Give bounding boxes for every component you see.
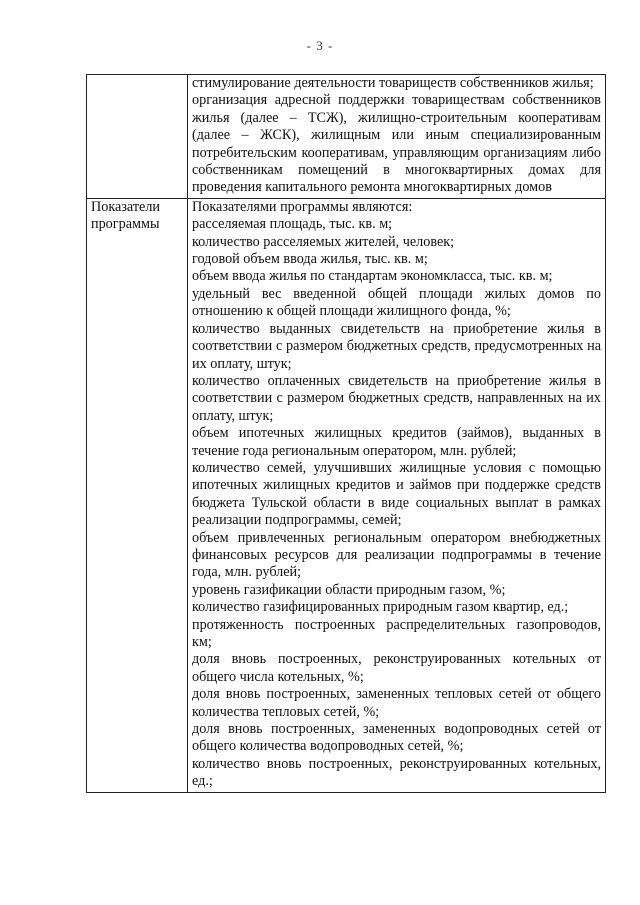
row-content [188, 75, 606, 199]
list-item: доля вновь построенных, замененных водопроводных сетей от общего количества водопроводных сетей, %; [192, 721, 601, 755]
row-content [188, 198, 606, 792]
list-item: стимулирование деятельности товариществ собственников жилья; [192, 75, 594, 91]
program-table [86, 74, 606, 793]
row-label: Показатели программы [87, 198, 188, 792]
list-item: количество семей, улучшивших жилищные условия с помощью ипотечных жилищных кредитов и займов при поддержке средств бюджета Тульской области в виде социальных выплат в рамках реализации подпрограммы, семей; [192, 459, 601, 529]
list-item: объем ввода жилья по стандартам экономкласса, тыс. кв. м; [192, 268, 553, 285]
list-item: годовой объем ввода жилья, тыс. кв. м; [192, 251, 428, 268]
list-item: количество выданных свидетельств на приобретение жилья в соответствии с размером бюджетных средств, предусмотренных на их оплату, штук; [192, 320, 601, 372]
list-item: Показателями программы являются: [192, 198, 413, 215]
list-item: доля вновь построенных, замененных тепловых сетей от общего количества тепловых сетей, %; [192, 686, 601, 720]
list-item: организация адресной поддержки товариществам собственников жилья (далее – ТСЖ), жилищно-строительным кооперативам (далее – ЖСК), жилищным или иным специализированным потребительским кооперативам, управляющим организациям либо собственникам помещений в многоквартирных домах для проведения капитального ремонта многоквартирных домов [192, 92, 601, 196]
list-item: доля вновь построенных, реконструированных котельных от общего числа котельных, %; [192, 651, 601, 685]
list-item: количество вновь построенных, реконструированных котельных, ед.; [192, 755, 601, 790]
list-item: объем ипотечных жилищных кредитов (займов), выданных в течение года региональным оператором, млн. рублей; [192, 425, 601, 459]
table-row [87, 198, 606, 792]
list-item: расселяемая площадь, тыс. кв. м; [192, 216, 393, 233]
page-number: - 3 - [306, 38, 334, 53]
list-item: уровень газификации области природным газом, %; [192, 581, 506, 598]
table-row [87, 75, 606, 199]
list-item: удельный вес введенной общей площади жилых домов по отношению к общей площади жилищного фонда, %; [192, 285, 601, 320]
list-item: объем привлеченных региональным оператором внебюджетных финансовых ресурсов для реализации подпрограммы в течение года, млн. рублей; [192, 529, 601, 581]
row-label [87, 75, 188, 199]
list-item: протяженность построенных распределительных газопроводов, км; [192, 616, 601, 650]
list-item: количество расселяемых жителей, человек; [192, 233, 455, 250]
list-item: количество газифицированных природным газом квартир, ед.; [192, 599, 569, 616]
list-item: количество оплаченных свидетельств на приобретение жилья в соответствии с размером бюджетных средств, направленных на их оплату, штук; [192, 372, 601, 424]
